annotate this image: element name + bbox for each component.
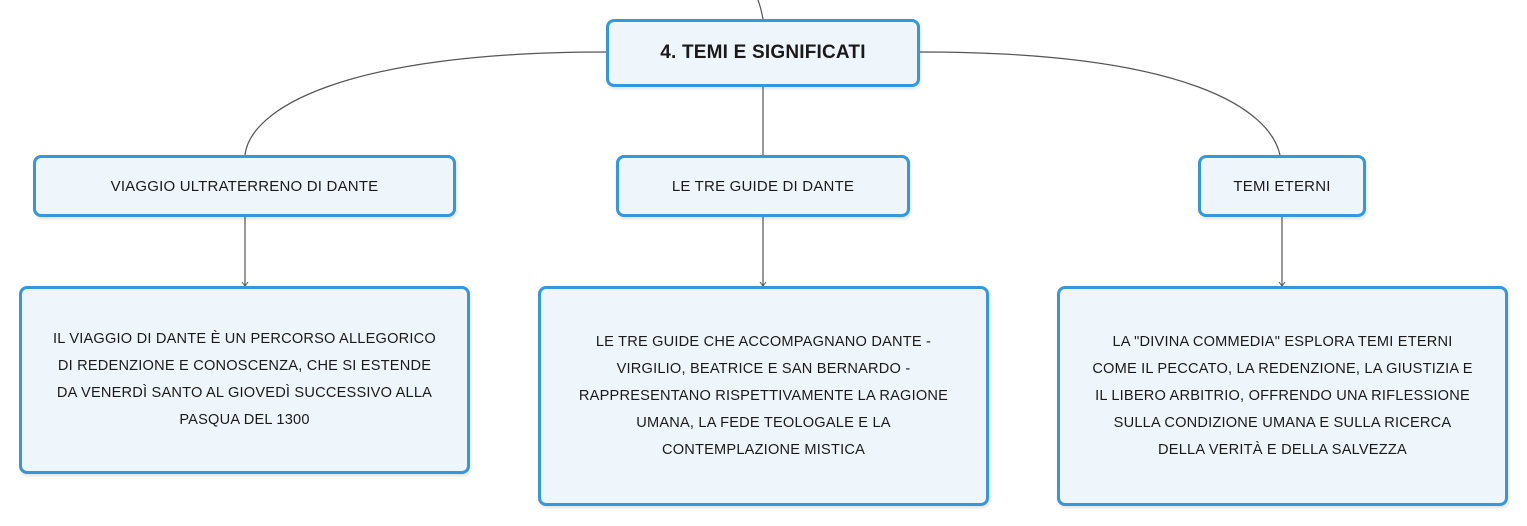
description-line: CONTEMPLAZIONE MISTICA [661, 441, 866, 458]
description-text [579, 329, 948, 464]
connector-root-to-left [245, 52, 606, 155]
description-line: COME IL PECCATO, LA REDENZIONE, LA GIUSTIZIA E [1092, 360, 1473, 377]
description-text [53, 326, 436, 434]
description-line: UMANA, LA FEDE TEOLOGALE E LA [636, 414, 891, 431]
description-line: LE TRE GUIDE CHE ACCOMPAGNANO DANTE - [595, 333, 932, 350]
description-line: RAPPRESENTANO RISPETTIVAMENTE LA RAGIONE [578, 387, 949, 404]
description-node-viaggio[interactable] [19, 286, 470, 474]
description-text [1092, 329, 1472, 464]
description-line: DA VENERDÌ SANTO AL GIOVEDÌ SUCCESSIVO ALLA [56, 385, 433, 401]
description-node-guide[interactable] [538, 286, 989, 506]
connector-root-to-right [920, 52, 1280, 155]
description-node-temi-eterni[interactable] [1057, 286, 1508, 506]
description-line: IL LIBERO ARBITRIO, OFFRENDO UNA RIFLESSIONE [1095, 387, 1470, 404]
branch-label: VIAGGIO ULTRATERRENO DI DANTE [110, 177, 379, 195]
description-line: LA "DIVINA COMMEDIA" ESPLORA TEMI ETERNI [1112, 333, 1453, 350]
branch-node-viaggio[interactable] [33, 155, 456, 217]
incoming-connector [758, 0, 763, 19]
description-line: PASQUA DEL 1300 [179, 412, 310, 428]
branch-label: TEMI ETERNI [1233, 177, 1331, 195]
branch-node-temi-eterni[interactable] [1198, 155, 1366, 217]
root-node[interactable] [606, 19, 920, 87]
description-line: SULLA CONDIZIONE UMANA E SULLA RICERCA [1113, 414, 1452, 431]
root-label: 4. TEMI E SIGNIFICATI [660, 42, 866, 63]
branch-label: LE TRE GUIDE DI DANTE [671, 177, 855, 195]
description-line: DELLA VERITÀ E DELLA SALVEZZA [1158, 441, 1407, 458]
branch-node-guide[interactable] [616, 155, 910, 217]
description-line: IL VIAGGIO DI DANTE È UN PERCORSO ALLEGORICO [53, 331, 436, 347]
description-line: VIRGILIO, BEATRICE E SAN BERNARDO - [616, 360, 911, 377]
description-line: DI REDENZIONE E CONOSCENZA, CHE SI ESTENDE [57, 358, 432, 374]
